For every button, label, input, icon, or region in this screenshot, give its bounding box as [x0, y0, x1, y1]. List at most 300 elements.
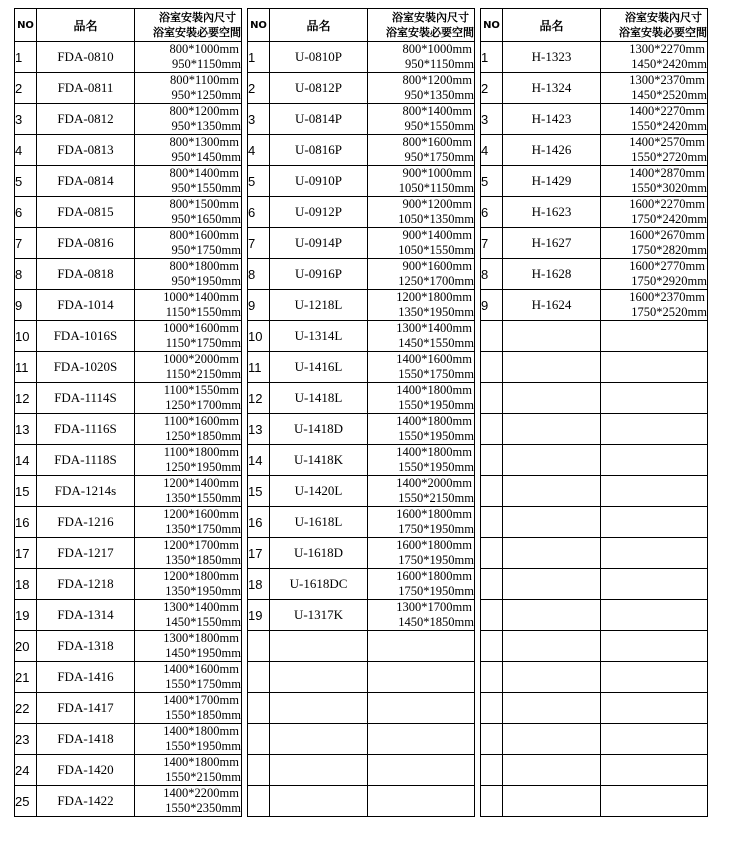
model-name: U-0914P	[270, 228, 368, 259]
row-number: 7	[248, 228, 270, 259]
inner-size: 1400*1800mm	[396, 414, 472, 428]
model-name: U-0812P	[270, 73, 368, 104]
table-row	[15, 166, 708, 197]
inner-size: 1200*1600mm	[163, 507, 239, 521]
required-space: 1250*1700mm	[398, 274, 474, 288]
table-row	[15, 228, 708, 259]
row-number	[248, 755, 270, 786]
dimension-cell	[135, 104, 242, 135]
table-row	[15, 600, 708, 631]
inner-size: 900*1600mm	[402, 259, 472, 273]
header-name: 品名	[270, 9, 368, 42]
row-number: 10	[15, 321, 37, 352]
required-space: 1250*1950mm	[165, 460, 241, 474]
inner-size: 1400*1800mm	[163, 724, 239, 738]
required-space: 1050*1150mm	[398, 181, 474, 195]
row-number: 15	[15, 476, 37, 507]
row-number: 13	[248, 414, 270, 445]
required-space: 1450*1850mm	[398, 615, 474, 629]
dimension-cell	[368, 445, 475, 476]
model-name: H-1429	[503, 166, 601, 197]
table-row	[15, 73, 708, 104]
inner-size: 800*1600mm	[169, 228, 239, 242]
inner-size: 800*1600mm	[402, 135, 472, 149]
dimension-cell	[368, 42, 475, 73]
required-space: 1750*1950mm	[398, 584, 474, 598]
row-number	[481, 693, 503, 724]
row-number: 8	[248, 259, 270, 290]
required-space: 1750*2420mm	[631, 212, 707, 226]
dimension-cell	[135, 383, 242, 414]
dimension-cell	[601, 42, 708, 73]
required-space: 1550*1850mm	[165, 708, 241, 722]
table-row	[15, 383, 708, 414]
required-space: 950*1550mm	[404, 119, 474, 133]
dimension-cell	[135, 786, 242, 817]
header-dimensions	[601, 9, 708, 42]
inner-size: 800*1800mm	[169, 259, 239, 273]
row-number: 6	[481, 197, 503, 228]
row-number: 10	[248, 321, 270, 352]
model-name: H-1323	[503, 42, 601, 73]
required-space: 1550*2350mm	[165, 801, 241, 815]
required-space: 950*1350mm	[171, 119, 241, 133]
model-name: FDA-1016S	[37, 321, 135, 352]
inner-size: 1600*2270mm	[629, 197, 705, 211]
header-required-space: 浴室安裝必要空間	[619, 25, 707, 39]
dimension-cell	[135, 197, 242, 228]
row-number: 23	[15, 724, 37, 755]
required-space: 1450*1550mm	[398, 336, 474, 350]
dimension-cell	[135, 228, 242, 259]
row-number	[481, 321, 503, 352]
inner-size: 1300*1400mm	[163, 600, 239, 614]
model-name: FDA-1416	[37, 662, 135, 693]
row-number: 19	[15, 600, 37, 631]
model-name	[270, 724, 368, 755]
table-row	[15, 135, 708, 166]
dimension-cell	[368, 662, 475, 693]
header-inner-size: 浴室安裝內尺寸	[159, 10, 236, 24]
row-number: 5	[248, 166, 270, 197]
dimension-cell	[601, 135, 708, 166]
row-number: 8	[481, 259, 503, 290]
dimension-cell	[368, 755, 475, 786]
dimension-cell	[601, 73, 708, 104]
model-name: U-0912P	[270, 197, 368, 228]
dimension-cell	[368, 538, 475, 569]
row-number	[248, 631, 270, 662]
row-number: 25	[15, 786, 37, 817]
dimension-cell	[135, 631, 242, 662]
dimension-cell	[601, 631, 708, 662]
dimension-cell	[135, 259, 242, 290]
row-number: 16	[15, 507, 37, 538]
header-name: 品名	[37, 9, 135, 42]
required-space: 1750*2520mm	[631, 305, 707, 319]
dimension-cell	[368, 724, 475, 755]
row-number: 4	[481, 135, 503, 166]
model-name: U-1317K	[270, 600, 368, 631]
row-number	[481, 569, 503, 600]
required-space: 1550*1950mm	[398, 398, 474, 412]
inner-size: 1300*1700mm	[396, 600, 472, 614]
dimension-cell	[601, 228, 708, 259]
table-row	[15, 104, 708, 135]
inner-size: 900*1000mm	[402, 166, 472, 180]
model-name: FDA-1418	[37, 724, 135, 755]
row-number: 6	[248, 197, 270, 228]
model-name: FDA-0812	[37, 104, 135, 135]
row-number: 1	[248, 42, 270, 73]
row-number: 14	[15, 445, 37, 476]
model-name	[270, 631, 368, 662]
model-name	[503, 693, 601, 724]
dimension-cell	[368, 321, 475, 352]
required-space: 1450*1550mm	[165, 615, 241, 629]
inner-size: 1200*1400mm	[163, 476, 239, 490]
model-name: H-1423	[503, 104, 601, 135]
required-space: 1350*1750mm	[165, 522, 241, 536]
row-number: 12	[248, 383, 270, 414]
table-row	[15, 538, 708, 569]
row-number: 20	[15, 631, 37, 662]
inner-size: 1400*1800mm	[163, 755, 239, 769]
table-row	[15, 476, 708, 507]
required-space: 1550*1750mm	[398, 367, 474, 381]
table-row	[15, 352, 708, 383]
dimension-cell	[601, 538, 708, 569]
required-space: 950*1750mm	[171, 243, 241, 257]
row-number: 6	[15, 197, 37, 228]
row-number: 1	[15, 42, 37, 73]
inner-size: 1300*2370mm	[629, 73, 705, 87]
table-row	[15, 569, 708, 600]
row-number	[248, 786, 270, 817]
table-row	[15, 259, 708, 290]
dimension-cell	[135, 42, 242, 73]
required-space: 1550*2720mm	[631, 150, 707, 164]
model-name	[503, 321, 601, 352]
row-number	[481, 600, 503, 631]
dimension-cell	[368, 414, 475, 445]
dimension-cell	[135, 693, 242, 724]
required-space: 1550*3020mm	[631, 181, 707, 195]
dimension-cell	[368, 631, 475, 662]
inner-size: 1600*2670mm	[629, 228, 705, 242]
inner-size: 1600*1800mm	[396, 538, 472, 552]
inner-size: 800*1400mm	[169, 166, 239, 180]
required-space: 950*1450mm	[171, 150, 241, 164]
inner-size: 1400*2570mm	[629, 135, 705, 149]
model-name	[503, 352, 601, 383]
model-name	[503, 538, 601, 569]
row-number: 9	[15, 290, 37, 321]
model-name: FDA-0810	[37, 42, 135, 73]
row-number	[481, 724, 503, 755]
inner-size: 1600*1800mm	[396, 507, 472, 521]
required-space: 1550*2420mm	[631, 119, 707, 133]
dimension-cell	[601, 507, 708, 538]
row-number: 17	[15, 538, 37, 569]
row-number: 11	[15, 352, 37, 383]
inner-size: 1100*1800mm	[163, 445, 239, 459]
required-space: 950*1350mm	[404, 88, 474, 102]
required-space: 1750*1950mm	[398, 553, 474, 567]
model-name: FDA-1118S	[37, 445, 135, 476]
row-number: 2	[15, 73, 37, 104]
dimension-cell	[601, 414, 708, 445]
dimension-cell	[135, 352, 242, 383]
header-inner-size: 浴室安裝內尺寸	[392, 10, 469, 24]
model-name: FDA-0811	[37, 73, 135, 104]
required-space: 1350*1850mm	[165, 553, 241, 567]
row-number: 21	[15, 662, 37, 693]
required-space: 1250*1700mm	[165, 398, 241, 412]
required-space: 1750*2820mm	[631, 243, 707, 257]
dimension-cell	[368, 352, 475, 383]
required-space: 1350*1550mm	[165, 491, 241, 505]
row-number: 5	[15, 166, 37, 197]
row-number: 9	[248, 290, 270, 321]
row-number: 3	[15, 104, 37, 135]
dimension-cell	[601, 259, 708, 290]
required-space: 1550*1950mm	[165, 739, 241, 753]
row-number	[248, 693, 270, 724]
model-name: U-1418K	[270, 445, 368, 476]
inner-size: 1400*2270mm	[629, 104, 705, 118]
model-name: U-0814P	[270, 104, 368, 135]
dimension-cell	[368, 104, 475, 135]
dimension-cell	[368, 383, 475, 414]
model-name: FDA-1218	[37, 569, 135, 600]
model-name	[503, 476, 601, 507]
required-space: 1250*1850mm	[165, 429, 241, 443]
dimension-cell	[135, 600, 242, 631]
dimension-cell	[135, 321, 242, 352]
row-number: 16	[248, 507, 270, 538]
dimension-cell	[601, 724, 708, 755]
model-name: U-1418L	[270, 383, 368, 414]
dimension-cell	[368, 600, 475, 631]
row-number	[248, 724, 270, 755]
model-name	[503, 507, 601, 538]
inner-size: 1400*2870mm	[629, 166, 705, 180]
dimension-cell	[601, 104, 708, 135]
table-row	[15, 42, 708, 73]
table-row	[15, 631, 708, 662]
dimension-cell	[601, 662, 708, 693]
required-space: 950*1750mm	[404, 150, 474, 164]
model-name: H-1426	[503, 135, 601, 166]
row-number: 4	[15, 135, 37, 166]
model-name: H-1324	[503, 73, 601, 104]
row-number: 3	[248, 104, 270, 135]
inner-size: 800*1300mm	[169, 135, 239, 149]
dimension-cell	[135, 73, 242, 104]
model-name	[503, 383, 601, 414]
inner-size: 1100*1550mm	[163, 383, 239, 397]
header-required-space: 浴室安裝必要空間	[386, 25, 474, 39]
required-space: 1450*1950mm	[165, 646, 241, 660]
row-number	[481, 414, 503, 445]
dimension-cell	[601, 197, 708, 228]
inner-size: 1300*2270mm	[629, 42, 705, 56]
model-name: FDA-0814	[37, 166, 135, 197]
dimension-cell	[601, 383, 708, 414]
row-number: 4	[248, 135, 270, 166]
dimension-cell	[368, 507, 475, 538]
inner-size: 800*1400mm	[402, 104, 472, 118]
model-name: FDA-0816	[37, 228, 135, 259]
inner-size: 900*1200mm	[402, 197, 472, 211]
dimension-cell	[601, 786, 708, 817]
inner-size: 1400*1800mm	[396, 383, 472, 397]
row-number: 5	[481, 166, 503, 197]
header-inner-size: 浴室安裝內尺寸	[625, 10, 702, 24]
table-row	[15, 724, 708, 755]
header-no: NO	[248, 9, 270, 42]
dimension-cell	[601, 352, 708, 383]
inner-size: 1200*1700mm	[163, 538, 239, 552]
model-name: FDA-1014	[37, 290, 135, 321]
dimension-cell	[368, 786, 475, 817]
header-no: NO	[15, 9, 37, 42]
row-number: 24	[15, 755, 37, 786]
table-row	[15, 786, 708, 817]
model-name: FDA-1417	[37, 693, 135, 724]
row-number	[481, 755, 503, 786]
model-name: H-1628	[503, 259, 601, 290]
table-row	[15, 662, 708, 693]
inner-size: 800*1500mm	[169, 197, 239, 211]
dimension-cell	[368, 290, 475, 321]
required-space: 1150*1750mm	[165, 336, 241, 350]
row-number	[248, 662, 270, 693]
model-name: FDA-1422	[37, 786, 135, 817]
inner-size: 1400*1600mm	[396, 352, 472, 366]
dimension-cell	[601, 693, 708, 724]
dimension-cell	[135, 755, 242, 786]
model-name: U-1618DC	[270, 569, 368, 600]
inner-size: 800*1000mm	[169, 42, 239, 56]
model-name: FDA-1314	[37, 600, 135, 631]
model-name	[270, 693, 368, 724]
model-name: U-0816P	[270, 135, 368, 166]
dimension-cell	[368, 197, 475, 228]
dimension-cell	[601, 290, 708, 321]
model-name: H-1623	[503, 197, 601, 228]
required-space: 1450*2520mm	[631, 88, 707, 102]
row-number: 9	[481, 290, 503, 321]
dimension-cell	[368, 73, 475, 104]
row-number	[481, 445, 503, 476]
header-required-space: 浴室安裝必要空間	[153, 25, 241, 39]
table-row	[15, 507, 708, 538]
header-row	[15, 9, 708, 42]
model-name: U-1418D	[270, 414, 368, 445]
required-space: 1050*1550mm	[398, 243, 474, 257]
row-number	[481, 662, 503, 693]
inner-size: 1400*1800mm	[396, 445, 472, 459]
model-name	[503, 600, 601, 631]
inner-size: 1400*2000mm	[396, 476, 472, 490]
table-row	[15, 755, 708, 786]
inner-size: 1300*1800mm	[163, 631, 239, 645]
row-number: 11	[248, 352, 270, 383]
row-number	[481, 631, 503, 662]
dimension-cell	[135, 166, 242, 197]
model-name: U-1218L	[270, 290, 368, 321]
model-name: FDA-1116S	[37, 414, 135, 445]
model-name	[503, 414, 601, 445]
table-row	[15, 321, 708, 352]
row-number: 17	[248, 538, 270, 569]
required-space: 950*1150mm	[172, 57, 241, 71]
model-name	[270, 662, 368, 693]
required-space: 950*1250mm	[171, 88, 241, 102]
row-number: 7	[15, 228, 37, 259]
row-number: 13	[15, 414, 37, 445]
row-number	[481, 352, 503, 383]
inner-size: 1300*1400mm	[396, 321, 472, 335]
inner-size: 800*1200mm	[169, 104, 239, 118]
model-name: H-1624	[503, 290, 601, 321]
row-number: 19	[248, 600, 270, 631]
required-space: 1150*2150mm	[165, 367, 241, 381]
required-space: 950*1150mm	[405, 57, 474, 71]
row-number: 1	[481, 42, 503, 73]
inner-size: 1400*1600mm	[163, 662, 239, 676]
dimension-cell	[368, 476, 475, 507]
inner-size: 1000*2000mm	[163, 352, 239, 366]
model-name: FDA-1216	[37, 507, 135, 538]
row-number	[481, 538, 503, 569]
inner-size: 1400*2200mm	[163, 786, 239, 800]
model-name: FDA-0815	[37, 197, 135, 228]
product-size-sheet	[14, 8, 708, 817]
dimension-cell	[601, 600, 708, 631]
model-name: FDA-1318	[37, 631, 135, 662]
required-space: 1050*1350mm	[398, 212, 474, 226]
required-space: 1550*1950mm	[398, 429, 474, 443]
row-number: 3	[481, 104, 503, 135]
row-number: 12	[15, 383, 37, 414]
inner-size: 1200*1800mm	[396, 290, 472, 304]
row-number	[481, 476, 503, 507]
model-name: H-1627	[503, 228, 601, 259]
inner-size: 1200*1800mm	[163, 569, 239, 583]
inner-size: 1000*1600mm	[163, 321, 239, 335]
required-space: 1550*2150mm	[398, 491, 474, 505]
required-space: 950*1650mm	[171, 212, 241, 226]
dimension-cell	[368, 228, 475, 259]
row-number: 14	[248, 445, 270, 476]
model-name	[503, 569, 601, 600]
header-dimensions	[368, 9, 475, 42]
dimension-cell	[135, 290, 242, 321]
dimension-cell	[135, 538, 242, 569]
dimension-cell	[601, 321, 708, 352]
inner-size: 800*1000mm	[402, 42, 472, 56]
dimension-cell	[135, 135, 242, 166]
model-name: FDA-0818	[37, 259, 135, 290]
dimension-cell	[368, 569, 475, 600]
required-space: 950*1550mm	[171, 181, 241, 195]
model-name	[503, 445, 601, 476]
model-name	[503, 631, 601, 662]
dimension-cell	[135, 724, 242, 755]
